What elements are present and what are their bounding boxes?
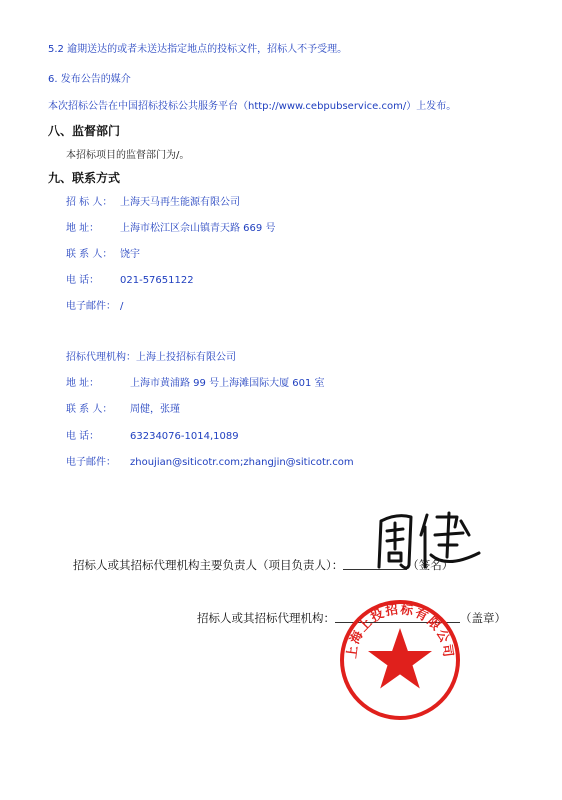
agency-address: 上海市黄浦路 99 号上海滩国际大厦 601 室	[130, 378, 325, 389]
agency-address-row	[66, 377, 325, 391]
tenderer-name: 上海天马再生能源有限公司	[120, 197, 240, 208]
agency-email-label: 电子邮件：	[66, 457, 116, 468]
agency-name-label: 招标代理机构：	[66, 352, 136, 363]
tenderer-contact-row	[66, 248, 140, 262]
handwritten-signature	[357, 505, 487, 573]
agency-name-row	[66, 351, 236, 365]
seal-text: 上海上投招标有限公司	[343, 601, 457, 660]
tenderer-contact-label: 联 系 人：	[66, 249, 113, 260]
tenderer-email-row	[66, 300, 123, 314]
tenderer-name-label: 招 标 人：	[66, 197, 113, 208]
tenderer-address-row	[66, 222, 275, 236]
agency-phone-label: 电 话：	[66, 431, 100, 442]
agency-address-label: 地 址：	[66, 378, 100, 389]
tenderer-contact: 饶宇	[120, 249, 140, 260]
tenderer-phone-label: 电 话：	[66, 275, 100, 286]
agency-contact-row	[66, 403, 180, 417]
signature-line-suffix: （签名）	[407, 558, 454, 572]
official-seal	[338, 598, 462, 722]
agency-contact: 周健，张瑾	[130, 404, 180, 415]
section-9-title: 九、联系方式	[48, 171, 121, 185]
tenderer-address-label: 地 址：	[66, 223, 100, 234]
item-5-2: 5.2 逾期送达的或者未送达指定地点的投标文件，招标人不予受理。	[48, 44, 348, 55]
item-6-body: 本次招标公告在中国招标投标公共服务平台（http://www.cebpubservice.com/）上发布。	[48, 101, 457, 112]
stamp-line-suffix: （盖章）	[460, 611, 506, 625]
tenderer-phone-row	[66, 274, 194, 288]
stamp-line-label: 招标人或其招标代理机构：	[197, 611, 335, 625]
agency-phone-row	[66, 430, 239, 444]
signature-line-label: 招标人或其招标代理机构主要负责人（项目负责人）：	[73, 558, 344, 572]
section-8-body: 本招标项目的监督部门为/。	[66, 150, 190, 161]
agency-phone: 63234076-1014,1089	[130, 431, 239, 442]
tenderer-address: 上海市松江区佘山镇青天路 669 号	[120, 223, 276, 234]
tenderer-name-row	[66, 196, 240, 210]
agency-name: 上海上投招标有限公司	[136, 352, 236, 363]
star-icon	[368, 628, 432, 689]
agency-contact-label: 联 系 人：	[66, 404, 113, 415]
tenderer-phone: 021-57651122	[120, 275, 194, 286]
section-8-title: 八、监督部门	[48, 124, 121, 138]
agency-email-row	[66, 456, 354, 470]
tenderer-email: /	[120, 301, 124, 312]
tenderer-email-label: 电子邮件：	[66, 301, 116, 312]
agency-email: zhoujian@siticotr.com;zhangjin@siticotr.com	[130, 457, 354, 468]
item-6-title: 6. 发布公告的媒介	[48, 74, 131, 85]
